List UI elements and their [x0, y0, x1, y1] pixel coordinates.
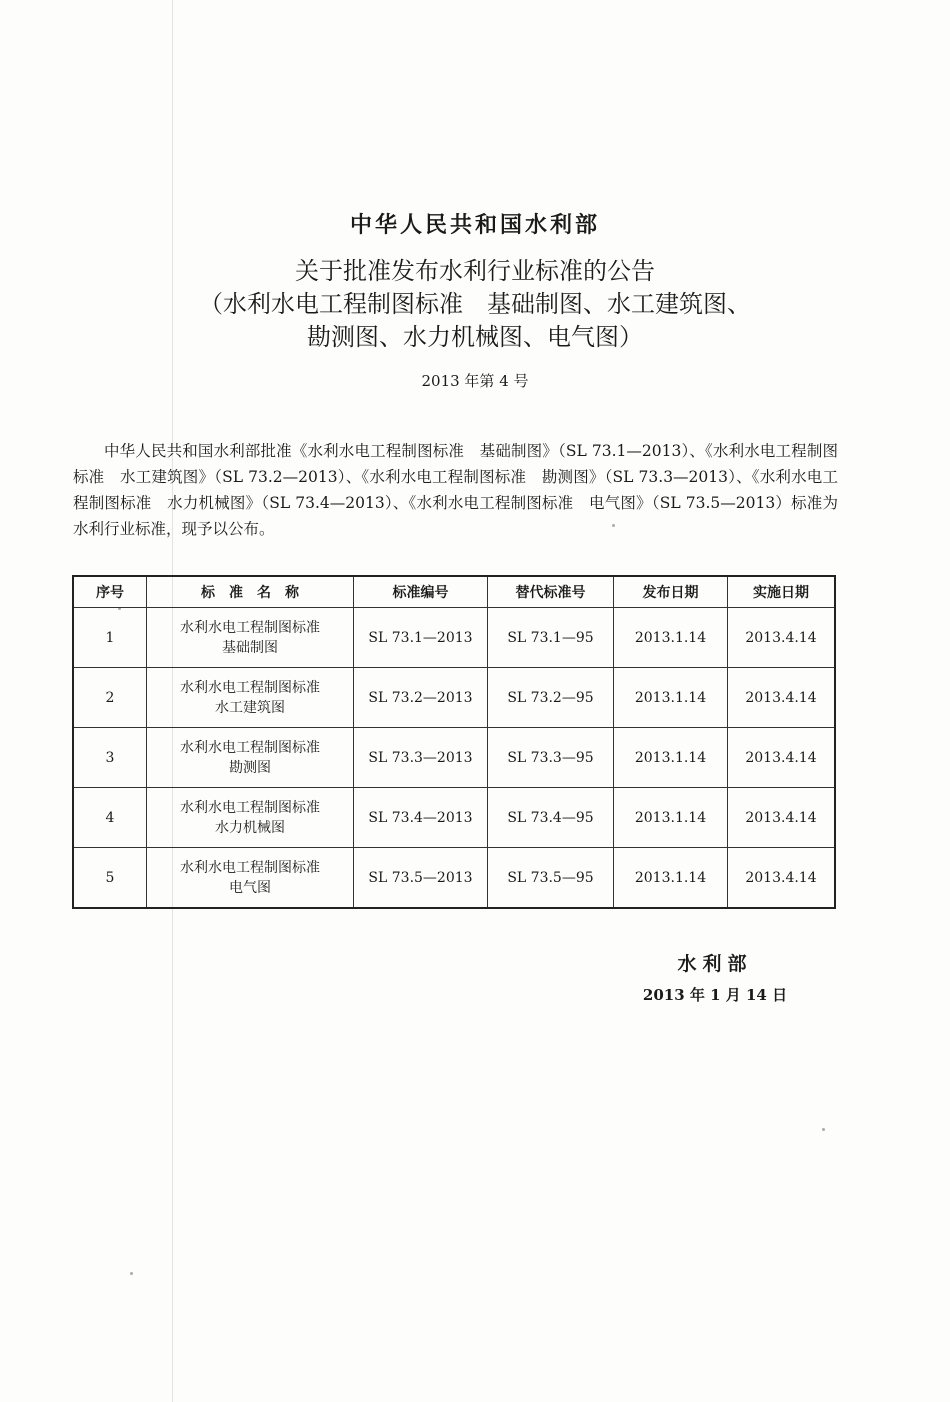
row-published: 2013.1.14: [614, 608, 728, 668]
row-replaces: SL 73.3—95: [488, 728, 614, 788]
header-published: 发布日期: [614, 576, 728, 608]
standards-table: [72, 575, 836, 909]
signing-date: 2013 年 1 月 14 日: [642, 986, 788, 1004]
row-published: 2013.1.14: [614, 848, 728, 909]
row-no: 1: [73, 608, 147, 668]
table-row: [73, 608, 835, 668]
row-name: [147, 608, 354, 668]
announcement-title: [0, 255, 950, 354]
row-code: SL 73.4—2013: [354, 788, 488, 848]
row-name-line2: 电气图: [229, 879, 271, 896]
row-name-line2: 水力机械图: [215, 819, 285, 836]
row-name-line2: 水工建筑图: [215, 699, 285, 716]
row-name-line1: 水利水电工程制图标准: [180, 859, 320, 876]
row-no: 4: [73, 788, 147, 848]
row-no: 3: [73, 728, 147, 788]
table-row: [73, 848, 835, 909]
row-replaces: SL 73.1—95: [488, 608, 614, 668]
table-row: [73, 668, 835, 728]
header-name: 标 准 名 称: [147, 576, 354, 608]
row-effective: 2013.4.14: [728, 668, 836, 728]
row-published: 2013.1.14: [614, 728, 728, 788]
row-name: [147, 788, 354, 848]
header-no: 序号: [73, 576, 147, 608]
row-published: 2013.1.14: [614, 788, 728, 848]
title-line-2: （水利水电工程制图标准 基础制图、水工建筑图、: [199, 290, 751, 318]
header-replaces: 替代标准号: [488, 576, 614, 608]
table-header-row: [73, 576, 835, 608]
row-name-line1: 水利水电工程制图标准: [180, 739, 320, 756]
row-code: SL 73.5—2013: [354, 848, 488, 909]
row-name-line2: 勘测图: [229, 759, 271, 776]
title-line-3: 勘测图、水力机械图、电气图）: [307, 323, 643, 351]
row-name: [147, 728, 354, 788]
row-effective: 2013.4.14: [728, 728, 836, 788]
row-code: SL 73.1—2013: [354, 608, 488, 668]
row-replaces: SL 73.4—95: [488, 788, 614, 848]
row-name: [147, 668, 354, 728]
row-name-line1: 水利水电工程制图标准: [180, 679, 320, 696]
table-row: [73, 728, 835, 788]
row-name-line2: 基础制图: [222, 639, 278, 656]
row-no: 5: [73, 848, 147, 909]
header-code: 标准编号: [354, 576, 488, 608]
header-effective: 实施日期: [728, 576, 836, 608]
row-name-line1: 水利水电工程制图标准: [180, 799, 320, 816]
row-code: SL 73.2—2013: [354, 668, 488, 728]
row-effective: 2013.4.14: [728, 788, 836, 848]
row-name: [147, 848, 354, 909]
announcement-paragraph: 中华人民共和国水利部批准《水利水电工程制图标准 基础制图》（SL 73.1—2013）、《水利水电工程制图标准 水工建筑图》（SL 73.2—2013）、《水利水电工程制图标准 勘测图》（SL 73.3—2013）、《水利水电工程制图标准 水力机械图》（SL 73.4—2013）、《水利水电工程制图标准 电气图》（SL 73.5—2013）标准为水利行业标准，现予以公布。: [73, 442, 838, 538]
issue-number: 2013 年第 4 号: [421, 372, 529, 390]
row-replaces: SL 73.2—95: [488, 668, 614, 728]
ministry-heading: 中华人民共和国水利部: [349, 212, 600, 238]
row-published: 2013.1.14: [614, 668, 728, 728]
signing-organization: 水利部: [677, 953, 753, 975]
signature-block: [600, 950, 830, 1010]
row-code: SL 73.3—2013: [354, 728, 488, 788]
row-effective: 2013.4.14: [728, 848, 836, 909]
row-no: 2: [73, 668, 147, 728]
title-line-1: 关于批准发布水利行业标准的公告: [295, 257, 655, 285]
scan-speck: [822, 1128, 825, 1131]
scan-speck: [130, 1272, 133, 1275]
row-name-line1: 水利水电工程制图标准: [180, 619, 320, 636]
table-row: [73, 788, 835, 848]
row-effective: 2013.4.14: [728, 608, 836, 668]
row-replaces: SL 73.5—95: [488, 848, 614, 909]
